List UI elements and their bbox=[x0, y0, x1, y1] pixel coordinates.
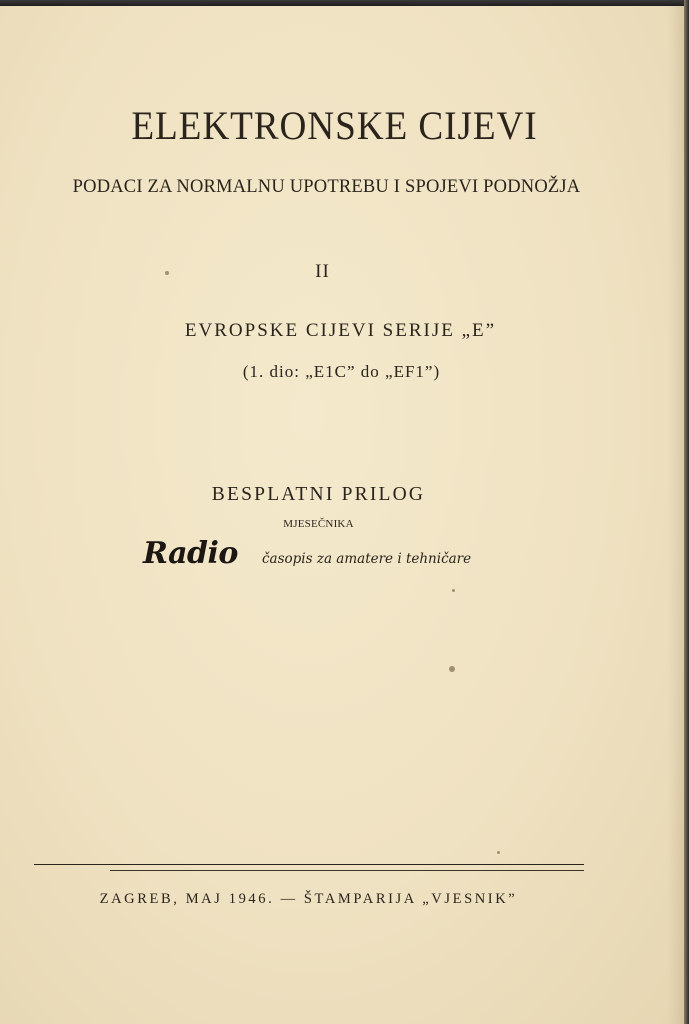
divider-line bbox=[34, 864, 584, 865]
scan-right-border bbox=[684, 0, 689, 1024]
magazine-line bbox=[0, 536, 684, 576]
title-page bbox=[0, 6, 684, 1024]
volume-number: II bbox=[315, 261, 330, 282]
paper-speck bbox=[452, 589, 455, 592]
monthly-label: MJESEČNIKA bbox=[283, 518, 354, 530]
page-fold-shadow bbox=[668, 6, 684, 1024]
book-subtitle: PODACI ZA NORMALNU UPOTREBU I SPOJEVI PODNOŽJA bbox=[72, 177, 581, 197]
magazine-logo: Radio bbox=[143, 536, 238, 571]
divider-line-thin bbox=[110, 870, 584, 871]
book-title: ELEKTRONSKE CIJEVI bbox=[131, 103, 538, 148]
imprint: ZAGREB, MAJ 1946. — ŠTAMPARIJA „VJESNIK” bbox=[99, 891, 518, 907]
series-title: EVROPSKE CIJEVI SERIJE „E” bbox=[184, 320, 497, 341]
paper-speck bbox=[449, 666, 455, 672]
part-range: (1. dio: „E1C” do „EF1”) bbox=[242, 362, 441, 381]
magazine-tagline: časopis za amatere i tehničare bbox=[262, 551, 472, 567]
supplement-heading: BESPLATNI PRILOG bbox=[211, 484, 426, 505]
paper-speck bbox=[497, 851, 500, 854]
paper-speck bbox=[165, 271, 169, 275]
